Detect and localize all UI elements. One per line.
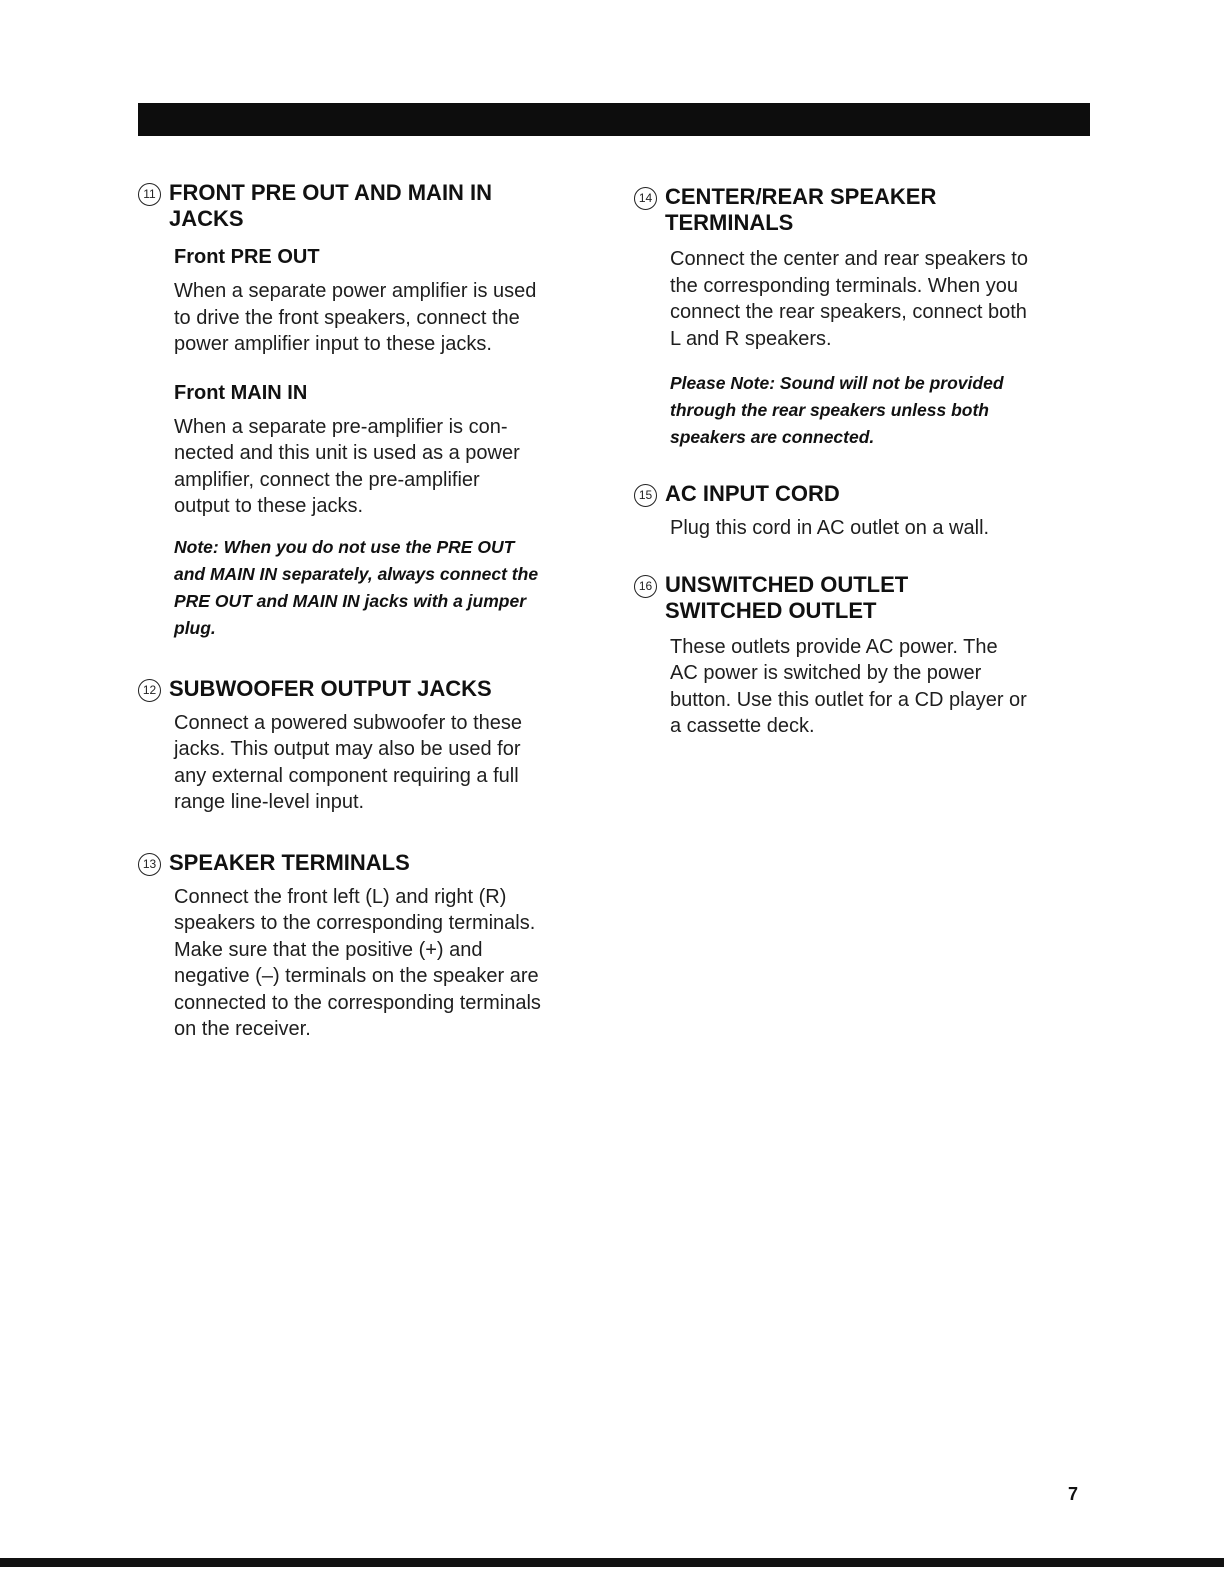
- section-heading: [634, 572, 1074, 624]
- section-subwoofer-output-jacks: [138, 676, 578, 816]
- circled-number-badge: 13: [138, 853, 161, 876]
- section-title: SPEAKER TERMINALS: [169, 849, 410, 875]
- circled-number-badge: 11: [138, 183, 161, 206]
- note-jumper-plug: Note: When you do not use the PRE OUT and MAIN IN separately, always connect the PRE OUT and MAIN IN jacks with a jumper plug.: [174, 536, 539, 638]
- section-title: FRONT PRE OUT AND MAIN IN JACKS: [169, 180, 493, 231]
- section-body: Plug this cord in AC outlet on a wall.: [670, 517, 990, 539]
- footer-rule: [0, 1558, 1224, 1567]
- section-body: Connect a powered subwoofer to these jacks. This output may also be used for any external component requiring a full range line-level input.: [174, 711, 522, 813]
- subsection-title-front-main-in: Front MAIN IN: [174, 381, 308, 404]
- subsection-body-front-main-in: When a separate pre-amplifier is con- nected and this unit is used as a power amplifier, connect the pre-amplifier output to these jacks.: [174, 415, 520, 517]
- section-body: Connect the center and rear speakers to the corresponding terminals. When you connect the rear speakers, connect both L and R speakers.: [670, 248, 1028, 350]
- section-heading: [634, 184, 1074, 236]
- circled-number-badge: 16: [634, 575, 657, 598]
- section-body: Connect the front left (L) and right (R) speakers to the corresponding terminals. Make sure that the positive (+) and negative (–) terminals on the speaker are connected to the corresponding terminals on the receiver.: [174, 885, 541, 1040]
- section-speaker-terminals: [138, 850, 578, 1043]
- subsection-title-front-pre-out: Front PRE OUT: [174, 246, 320, 268]
- section-heading: [138, 676, 578, 702]
- subsection-body-front-pre-out: When a separate power amplifier is used to drive the front speakers, connect the power amplifier input to these jacks.: [174, 280, 537, 355]
- section-title: SUBWOOFER OUTPUT JACKS: [169, 675, 492, 701]
- section-ac-input-cord: [634, 481, 1074, 542]
- header-bar: [138, 103, 1090, 136]
- circled-number-badge: 15: [634, 484, 657, 507]
- section-body: These outlets provide AC power. The AC power is switched by the power button. Use this outlet for a CD player or a cassette deck.: [670, 635, 1027, 737]
- circled-number-badge: 14: [634, 187, 657, 210]
- section-title: AC INPUT CORD: [665, 481, 840, 506]
- section-heading: [138, 180, 578, 232]
- section-center-rear-speaker-terminals: [634, 184, 1074, 451]
- left-column: [138, 180, 578, 1073]
- page-number: 7: [1068, 1484, 1079, 1504]
- section-heading: [634, 481, 1074, 507]
- section-outlets: [634, 572, 1074, 740]
- circled-number-badge: 12: [138, 679, 161, 702]
- right-column: [634, 184, 1074, 770]
- section-title: UNSWITCHED OUTLET SWITCHED OUTLET: [665, 571, 909, 623]
- section-heading: [138, 850, 578, 876]
- section-title: CENTER/REAR SPEAKER TERMINALS: [665, 184, 937, 235]
- note-rear-speakers: Please Note: Sound will not be provided through the rear speakers unless both speakers are connected.: [670, 373, 1004, 447]
- section-front-pre-out-main-in: [138, 180, 578, 642]
